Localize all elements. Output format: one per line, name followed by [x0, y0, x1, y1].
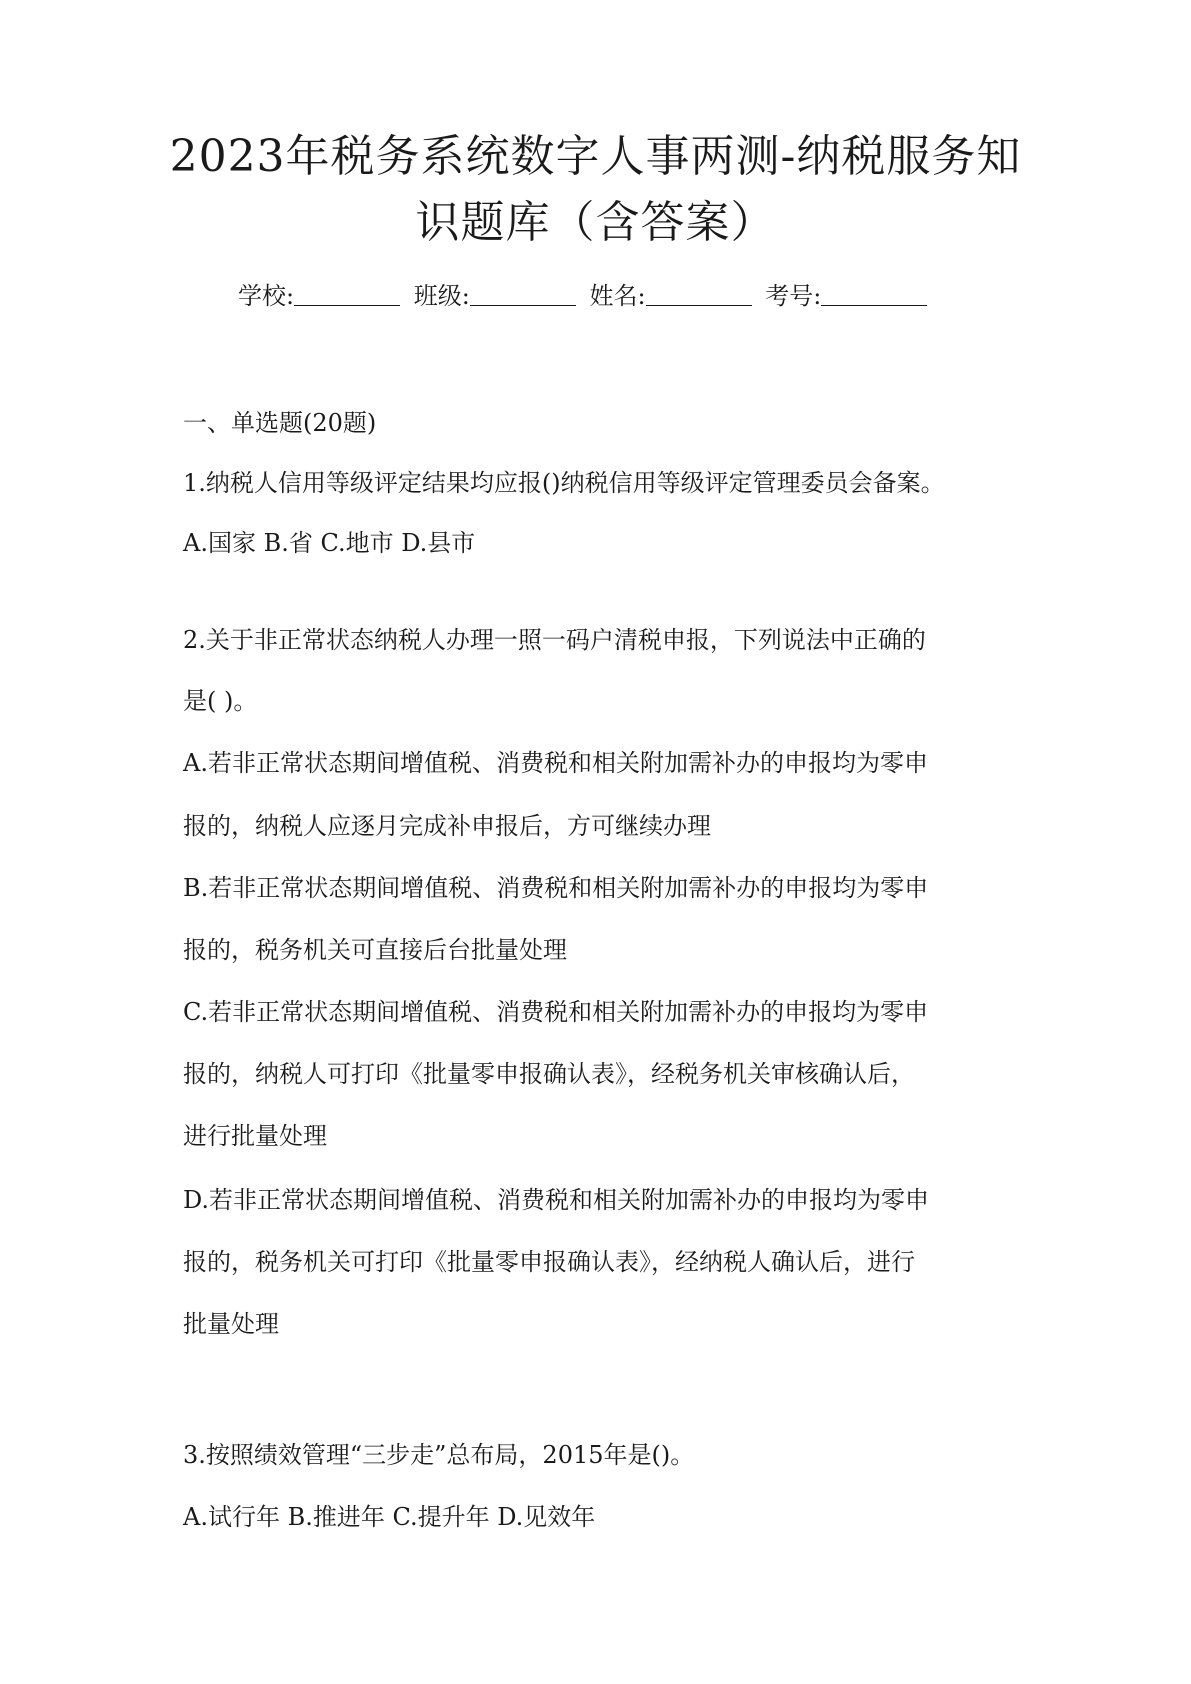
- question-2-option-line: 报的，税务机关可直接后台批量处理: [183, 936, 567, 964]
- question-2-option-line: 进行批量处理: [183, 1122, 327, 1150]
- question-2-option-line: A.若非正常状态期间增值税、消费税和相关附加需补办的申报均为零申: [183, 749, 928, 777]
- question-2-stem-line: 是( )。: [183, 687, 258, 715]
- section-heading: 一、单选题(20题): [183, 409, 377, 437]
- question-1-stem: 1.纳税人信用等级评定结果均应报()纳税信用等级评定管理委员会备案。: [183, 469, 945, 497]
- exam-no-label: 考号:: [765, 282, 822, 310]
- name-blank: [646, 281, 752, 306]
- school-label: 学校:: [238, 282, 295, 310]
- question-1-options: A.国家 B.省 C.地市 D.县市: [183, 529, 476, 557]
- class-label: 班级:: [413, 282, 470, 310]
- question-2-option-line: 批量处理: [183, 1310, 279, 1338]
- question-2-stem-line: 2.关于非正常状态纳税人办理一照一码户清税申报，下列说法中正确的: [183, 626, 926, 654]
- question-3-options: A.试行年 B.推进年 C.提升年 D.见效年: [183, 1503, 596, 1531]
- question-2-option-line: 报的，税务机关可打印《批量零申报确认表》，经纳税人确认后，进行: [183, 1248, 915, 1276]
- document-title-line-2: 识题库（含答案）: [415, 197, 776, 248]
- name-field: [589, 278, 751, 314]
- class-blank: [470, 281, 576, 306]
- school-field: [238, 278, 400, 314]
- school-blank: [294, 281, 400, 306]
- question-2-option-line: D.若非正常状态期间增值税、消费税和相关附加需补办的申报均为零申: [183, 1186, 930, 1214]
- question-2-option-line: B.若非正常状态期间增值税、消费税和相关附加需补办的申报均为零申: [183, 874, 929, 902]
- document-title-line-1: 2023年税务系统数字人事两测-纳税服务知: [169, 131, 1022, 182]
- exam-no-blank: [821, 281, 927, 306]
- exam-no-field: [765, 278, 927, 314]
- question-2-option-line: 报的，纳税人应逐月完成补申报后，方可继续办理: [183, 812, 711, 840]
- name-label: 姓名:: [589, 282, 646, 310]
- question-3-stem: 3.按照绩效管理“三步走”总布局，2015年是()。: [183, 1441, 695, 1469]
- question-2-option-line: C.若非正常状态期间增值税、消费税和相关附加需补办的申报均为零申: [183, 998, 929, 1026]
- student-info-line: [238, 278, 933, 314]
- question-2-option-line: 报的，纳税人可打印《批量零申报确认表》，经税务机关审核确认后，: [183, 1060, 915, 1088]
- class-field: [414, 278, 576, 314]
